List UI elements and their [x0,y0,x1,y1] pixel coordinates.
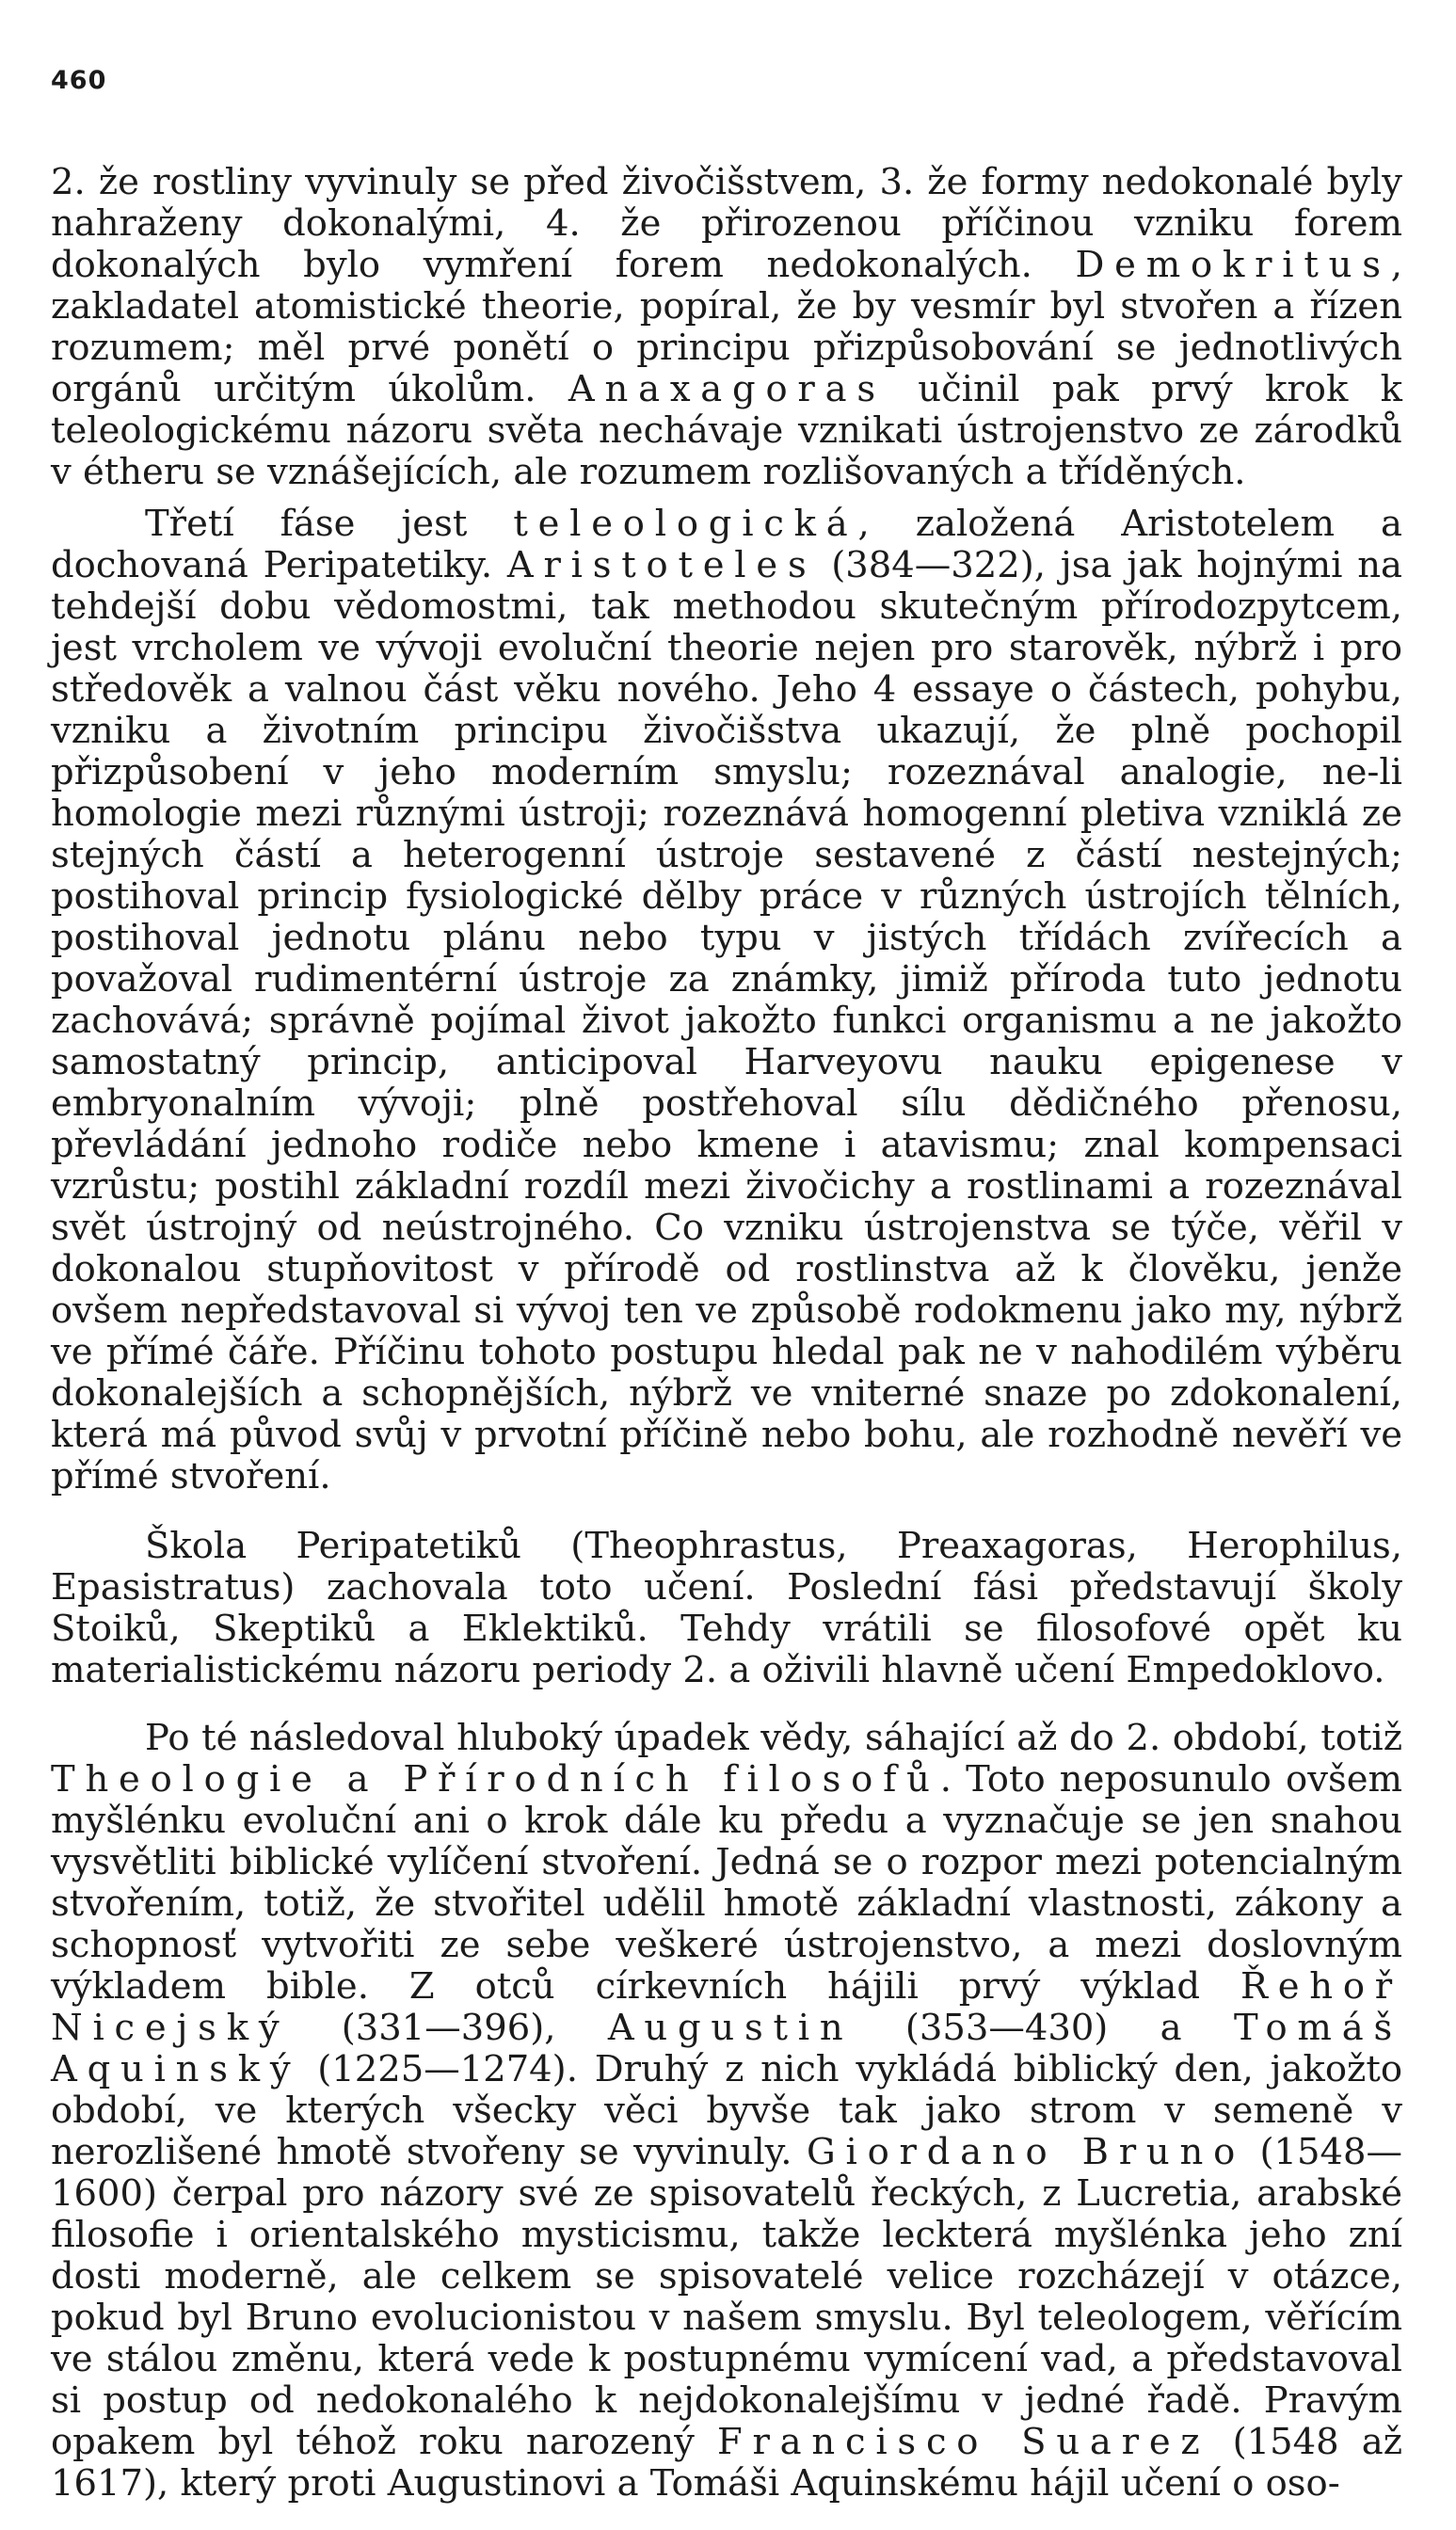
text-segment: (384—322), jsa jak hojnými na tehdejší dobu vědomostmi, tak methodou skutečným přírodozpytcem, jest vrcholem ve vývoji evoluční theorie nejen pro starověk, nýbrž i pro středověk a valnou část věku nového. Jeho 4 essaye o částech, pohybu, vzniku a životním principu živočišstva ukazují, že plně pochopil přizpůsobení v jeho moderním smyslu; rozeznával analogie, ne-li homologie mezi různými ústroji; rozeznává homogenní pletiva vzniklá ze stejných částí a heterogenní ústroje sestavené z částí nestejných; postihoval princip fysiologické dělby práce v různých ústrojích tělních, postihoval jednotu plánu nebo typu v jistých třídách zvířecích a považoval rudimentérní ústroje za známky, jimiž příroda tuto jednotu zachovává; správně pojímal život jakožto funkci organismu a ne jakožto samostatný princip, anticipoval Harveyovu nauku epigenese v embryonalním vývoji; plně postřehoval sílu dědičného přenosu, převládání jednoho rodiče nebo kmene i atavismu; znal kompensaci vzrůstu; postihl základní rozdíl mezi živočichy a rostlinami a rozeznával svět ústrojný od neústrojného. Co vzniku ústrojenstva se týče, věřil v dokonalou stupňovitost v přírodě od rostlinstva až k člověku, jenže ovšem nepředstavoval si vývoj ten ve způsobě rodokmenu jako my, nýbrž ve přímé čáře. Příčinu tohoto postupu hledal pak ne v nahodilém výběru dokonalejších a schopnějších, nýbrž ve vniterné snaze po zdokonalení, která má původ svůj v prvotní příčině nebo bohu, ale rozhodně nevěří ve přímé stvoření. [51,544,1402,1497]
spaced-emphasis-text: Aristoteles [506,544,817,586]
spaced-emphasis-text: Anaxagoras [568,368,886,410]
spaced-emphasis-text: Theologie a Přírodních filosofů [51,1758,940,1801]
text-segment: Škola Peripatetiků (Theophrastus, Preaxagoras, Herophilus, Epasistratus) zachovala toto učení. Poslední fási představují školy Stoiků, Skeptiků a Eklektiků. Tehdy vrátili se filosofové opět ku materialistickému názoru periody 2. a oživili hlavně učení Empedoklovo. [51,1525,1402,1691]
page-number: 460 [51,66,107,95]
paragraph [51,504,1402,1497]
spaced-emphasis-text: Augustin [607,2007,854,2049]
paragraph [51,162,1402,493]
text-segment: , zakladatel atomistické theorie, popíral, že by vesmír byl stvořen a řízen rozumem; měl prvé ponětí o principu přizpůsobování se jednotlivých orgánů určitým úkolům. [51,244,1402,410]
paragraph [51,1526,1402,1691]
text-segment: Třetí fáse jest [145,503,514,545]
spaced-emphasis-text: Demokritus [1075,244,1391,286]
text-segment: Po té následoval hluboký úpadek vědy, sáhající až do 2. období, totiž [145,1717,1402,1759]
text-segment: (1548—1600) čerpal pro názory své ze spisovatelů řeckých, z Lucretia, arabské filosofie i orientalského mysticismu, takže leckterá myšlénka jeho zní dosti moderně, ale celkem se spisovatelé velice rozcházejí v otázce, pokud byl Bruno evolucionistou v našem smyslu. Byl teleologem, věřícím ve stálou změnu, která vede k postupnému vymícení vad, a představoval si postup od nedokonalého k nejdokonalejšímu v jedné řadě. Pravým opakem byl téhož roku narozený [51,2131,1402,2463]
text-segment: (1225—1274). Druhý z nich vykládá biblický den, jakožto období, ve kterých všecky věci byvše tak jako strom v semeně v nerozlišené hmotě stvořeny se vyvinuly. [51,2048,1402,2173]
text-segment: . Toto neposunulo ovšem myšlénku evoluční ani o krok dále ku předu a vyznačuje se jen snahou vysvětliti biblické vylíčení stvoření. Jedná se o rozpor mezi potencialným stvořením, totiž, že stvořitel udělil hmotě základní vlastnosti, zákony a schopnosť vytvořiti ze sebe veškeré ústrojenstvo, a mezi doslovným výkladem bible. Z otců církevních hájili prvý výklad [51,1758,1402,2008]
spaced-emphasis-text: Řehoř Nicejský [51,1965,1402,2049]
spaced-emphasis-text: Francisco Suarez [717,2421,1210,2463]
text-segment: (1548 až 1617), který proti Augustinovi a Tomáši Aquinskému hájil učení o oso- [51,2421,1402,2505]
text-segment: 2. že rostliny vyvinuly se před živočišstvem, 3. že formy nedokonalé byly nahraženy dokonalými, 4. že přirozenou příčinou vzniku forem dokonalých bylo vymření forem nedokonalých. [51,161,1402,286]
spaced-emphasis-text: Giordano Bruno [806,2131,1246,2173]
text-segment: (331—396), [289,2007,608,2049]
spaced-emphasis-text: teleologická [513,503,858,545]
spaced-emphasis-text: Tomáš Aquinský [51,2007,1402,2090]
text-segment: učinil pak prvý krok k teleologickému názoru světa nechávaje vznikati ústrojenstvo ze zárodků v étheru se vznášejících, ale rozumem rozlišovaných a tříděných. [51,368,1402,493]
text-segment: , založená Aristotelem a dochovaná Peripatetiky. [51,503,1402,586]
paragraph [51,1718,1402,2505]
body-text [51,162,1402,2505]
text-segment: (353—430) a [853,2007,1234,2049]
